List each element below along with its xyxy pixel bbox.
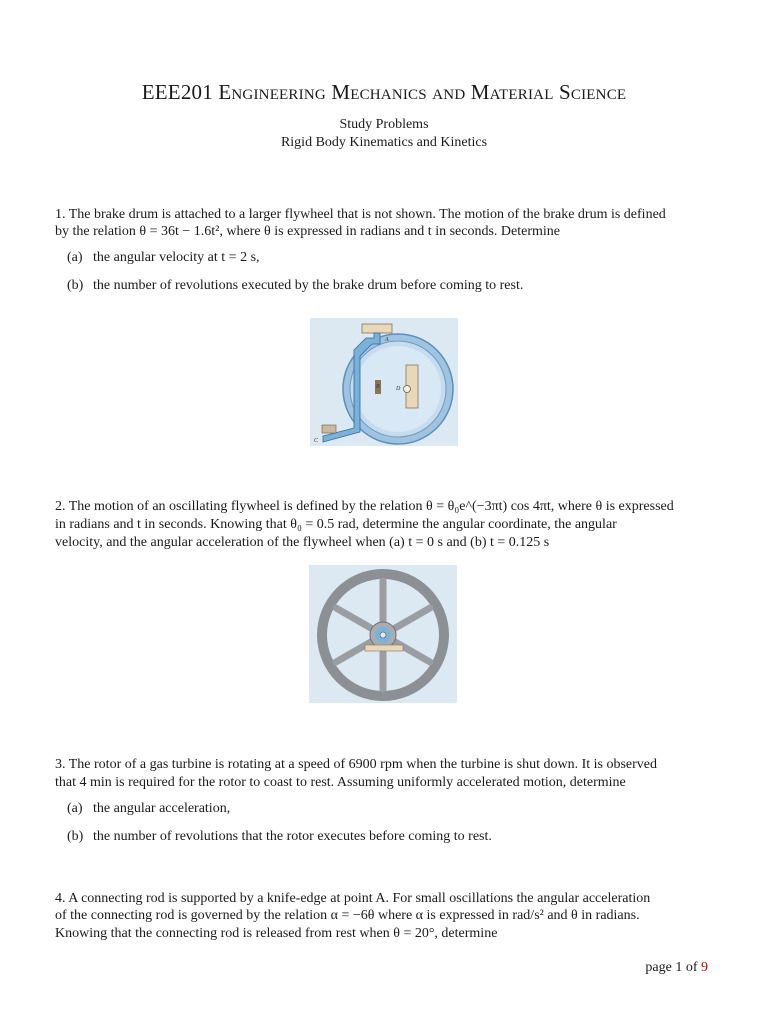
document-title: EEE201 Engineering Mechanics and Material Science (141, 80, 627, 104)
problem-2-line-2: in radians and t in seconds. Knowing that θ₀ = 0.5 rad, determine the angular coordinate, the angular (55, 517, 617, 532)
problem-1-item-a: (a) the angular velocity at t = 2 s, (67, 250, 260, 265)
problem-1-line-2: by the relation θ = 36t − 1.6t², where θ is expressed in radians and t in seconds. Determine (55, 224, 560, 239)
problem-3-item-a: (a) the angular acceleration, (67, 801, 231, 816)
problem-3-item-b: (b) the number of revolutions that the rotor executes before coming to rest. (67, 829, 492, 844)
page-number: page 1 of 9 (645, 960, 708, 975)
document-topic: Rigid Body Kinematics and Kinetics (280, 135, 488, 150)
label-a: A (385, 337, 389, 343)
document-subtitle: Study Problems (339, 117, 429, 132)
problem-2-line-1: 2. The motion of an oscillating flywheel is defined by the relation θ = θ₀e^(−3πt) cos 4πt, where θ is expressed (55, 499, 674, 514)
problem-3-line-2: that 4 min is required for the rotor to coast to rest. Assuming uniformly accelerated motion, determine (55, 775, 626, 790)
problem-4-line-2: of the connecting rod is governed by the relation α = −6θ where α is expressed in rad/s² and θ in radians. (55, 908, 640, 923)
brake-drum-figure (310, 318, 458, 446)
problem-3-line-1: 3. The rotor of a gas turbine is rotating at a speed of 6900 rpm when the turbine is shut down. It is observed (55, 757, 658, 772)
problem-1-item-b: (b) the number of revolutions executed by the brake drum before coming to rest. (67, 278, 524, 293)
label-b: B (376, 384, 380, 390)
label-c: C (314, 438, 319, 444)
problem-1-line-1: 1. The brake drum is attached to a larger flywheel that is not shown. The motion of the brake drum is defined (55, 207, 666, 222)
problem-4-line-1: 4. A connecting rod is supported by a knife-edge at point A. For small oscillations the angular acceleration (55, 891, 651, 906)
label-d: D (396, 386, 401, 392)
page-total-link[interactable]: 9 (701, 960, 708, 975)
problem-4-line-3: Knowing that the connecting rod is released from rest when θ = 20°, determine (55, 926, 498, 941)
flywheel-figure (309, 565, 457, 703)
problem-2-line-3: velocity, and the angular acceleration of the flywheel when (a) t = 0 s and (b) t = 0.125 s (55, 535, 550, 550)
